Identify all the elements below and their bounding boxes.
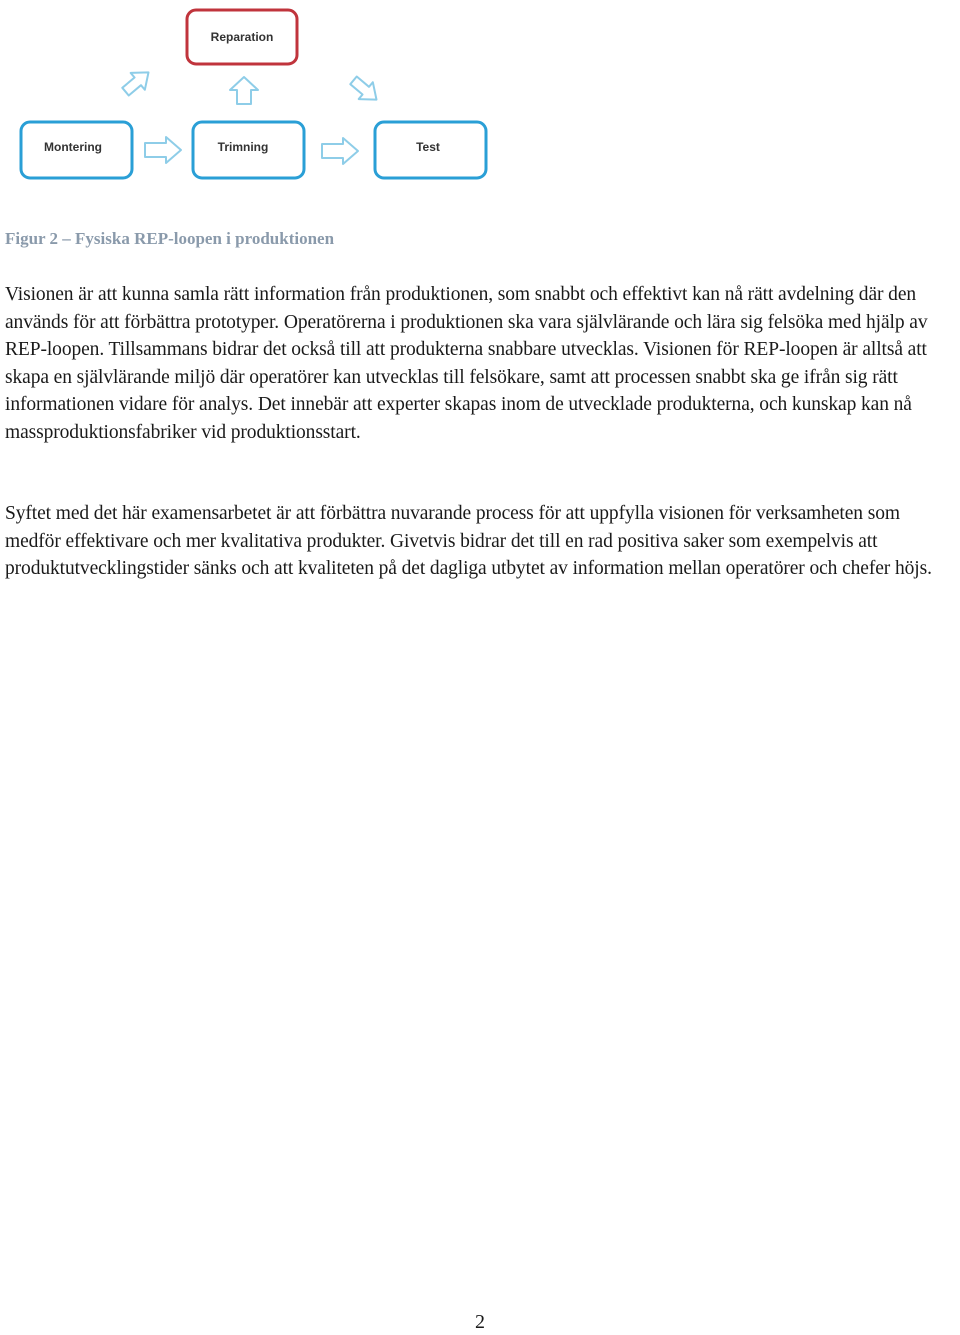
arrow-up-icon — [230, 77, 258, 104]
body-paragraph-2: Syftet med det här examensarbetet är att förbättra nuvarande process för att uppfylla visionen för verksamheten som medför effektivare och mer kvalitativa produkter. Givetvis bidrar det till en rad positiva saker som exempelvis att produktutvecklingstider sänks och att kvaliteten på det dagliga utbytet av information mellan operatörer och chefer höjs. — [5, 503, 932, 579]
arrow-down-right-icon — [346, 72, 383, 108]
node-reparation-label: Reparation — [210, 30, 274, 44]
node-montering-label: Montering — [44, 140, 102, 154]
node-test — [375, 122, 486, 178]
body-paragraph-1: Visionen är att kunna samla rätt information från produktionen, som snabbt och effektivt kan nå rätt avdelning där den används för att förbättra prototyper. Operatörerna i produktionen ska vara självlärande och lära sig felsöka med hjälp av REP-loopen. Tillsammans bidrar det också till att produkterna snabbare utvecklas. Visionen för REP-loopen är alltså att skapa en självlärande miljö där operatörer kan utvecklas till felsökare, samt att processen snabbt ska ge ifrån sig rätt informationen vidare för analys. Det innebär att experter skapas inom de utvecklade produkterna, och kunskap kan nå massproduktionsfabriker vid produktionsstart. — [5, 284, 928, 443]
node-trimning-label: Trimning — [217, 140, 269, 154]
node-reparation — [187, 10, 297, 64]
node-trimning — [193, 122, 304, 178]
rep-loop-diagram — [0, 0, 520, 200]
arrow-right-icon — [145, 137, 181, 163]
arrow-right-icon — [322, 138, 358, 164]
page-number: 2 — [475, 1311, 485, 1333]
figure-caption: Figur 2 – Fysiska REP-loopen i produktionen — [5, 229, 335, 248]
node-test-label: Test — [416, 140, 440, 154]
node-montering — [21, 122, 132, 178]
arrow-up-right-icon — [118, 64, 155, 100]
